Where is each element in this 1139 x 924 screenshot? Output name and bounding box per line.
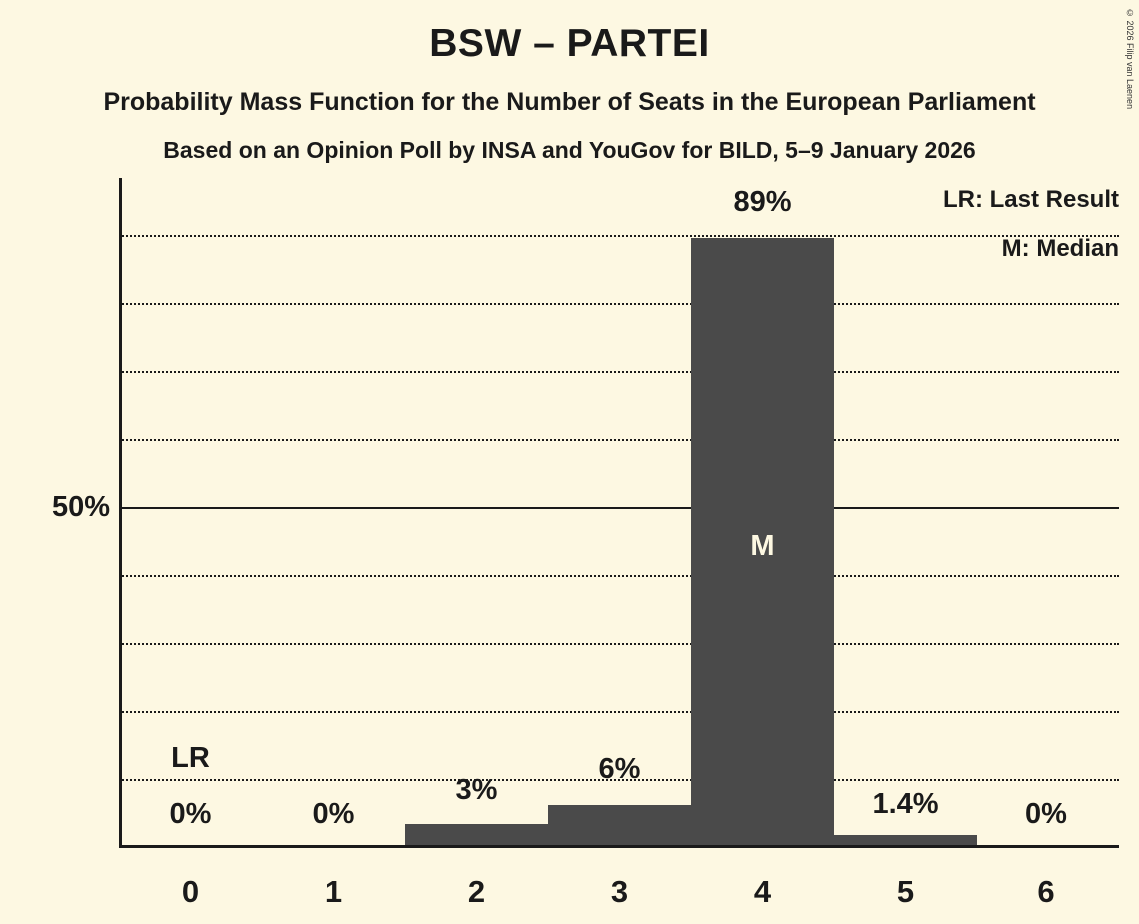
- gridline-80: [119, 303, 1119, 305]
- gridline-70: [119, 371, 1119, 373]
- x-tick-2: 2: [467, 874, 486, 909]
- gridline-50: [119, 507, 1119, 509]
- bar-2[interactable]: [405, 824, 548, 845]
- bar-value-4: 89%: [733, 186, 792, 218]
- x-tick-3: 3: [610, 874, 629, 909]
- x-axis: [119, 845, 1119, 848]
- x-tick-4: 4: [753, 874, 772, 909]
- gridline-90: [119, 235, 1119, 237]
- median-marker: M: [750, 530, 775, 562]
- plot-area: [119, 178, 1119, 848]
- legend-last-result: LR: Last Result: [942, 186, 1119, 213]
- bar-value-3: 6%: [598, 753, 641, 785]
- bar-3[interactable]: [548, 805, 691, 845]
- gridline-60: [119, 439, 1119, 441]
- bar-5[interactable]: [834, 835, 977, 845]
- bar-value-6: 0%: [1025, 798, 1067, 830]
- x-tick-6: 6: [1037, 874, 1055, 909]
- last-result-marker: LR: [171, 742, 210, 774]
- chart-subtitle-primary: Probability Mass Function for the Number of Seats in the European Parliament: [103, 88, 1036, 116]
- x-tick-0: 0: [181, 874, 200, 909]
- bar-value-0: 0%: [169, 798, 212, 830]
- bar-value-1: 0%: [312, 798, 355, 830]
- gridline-40: [119, 575, 1119, 577]
- bar-value-5: 1.4%: [872, 788, 939, 820]
- chart-subtitle-secondary: Based on an Opinion Poll by INSA and YouGov for BILD, 5–9 January 2026: [163, 137, 976, 163]
- y-axis-label-50: 50%: [51, 491, 110, 523]
- chart-title: BSW – PARTEI: [429, 22, 710, 65]
- copyright-notice: © 2026 Filip van Laenen: [1125, 8, 1135, 110]
- x-tick-5: 5: [896, 874, 915, 909]
- gridline-20: [119, 711, 1119, 713]
- gridline-30: [119, 643, 1119, 645]
- legend-median: M: Median: [1001, 235, 1119, 262]
- bar-value-2: 3%: [455, 774, 498, 806]
- x-tick-1: 1: [324, 874, 343, 909]
